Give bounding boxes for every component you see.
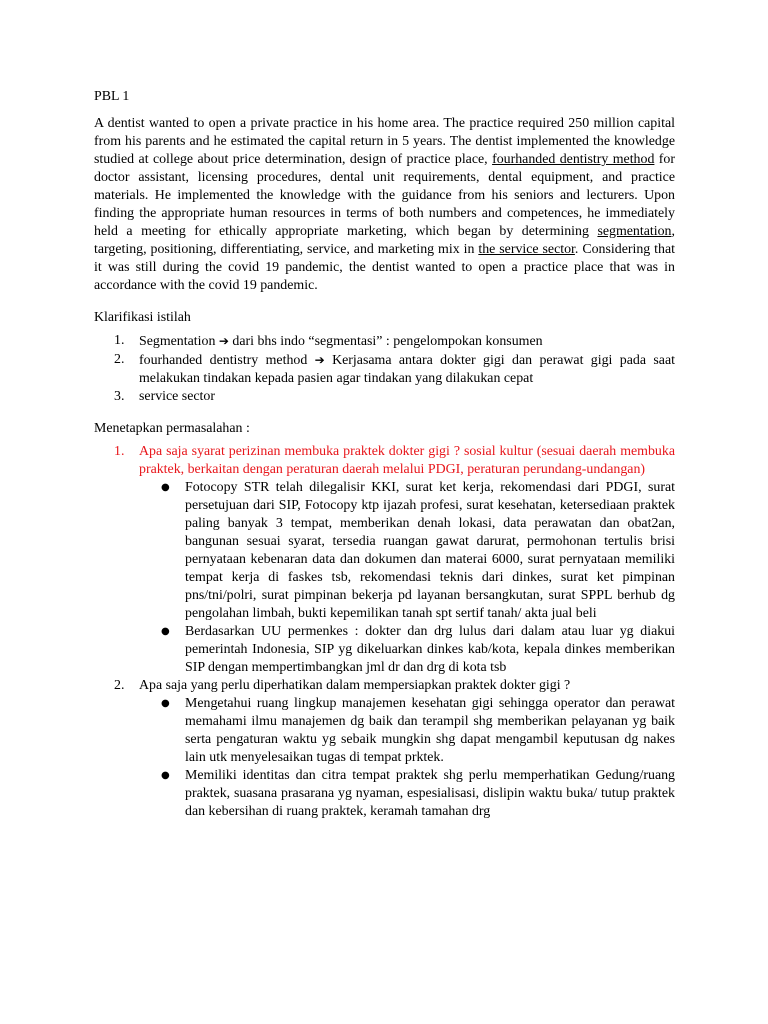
bullet-list xyxy=(139,479,675,677)
question-text: Apa saja yang perlu diperhatikan dalam mempersiapkan praktek dokter gigi ? xyxy=(139,678,571,693)
list-item xyxy=(94,443,675,677)
item-definition: Kerjasama antara dokter gigi dan perawat gigi pada saat melakukan tindakan kepada pasien agar tindakan yang dilakukan cepat xyxy=(139,353,675,386)
page-title: PBL 1 xyxy=(94,89,130,104)
scenario-text-4: . Considering that it was still during the covid 19 pandemic, the dentist wanted to open a practice place that was in accordance with the covid 19 pandemic. xyxy=(94,242,676,293)
list-item xyxy=(94,388,675,406)
item-term: service sector xyxy=(139,389,215,404)
bullet-icon: ● xyxy=(161,626,170,637)
bullet-item xyxy=(139,479,675,623)
term-segmentation: segmentation xyxy=(597,224,672,239)
item-definition: dari bhs indo “segmentasi” : pengelompokan konsumen xyxy=(228,334,543,349)
document-body xyxy=(94,88,675,821)
permasalahan-list xyxy=(94,443,675,821)
bullet-icon: ● xyxy=(161,770,170,781)
list-item xyxy=(94,677,675,821)
bullet-icon: ● xyxy=(161,482,170,493)
item-term: Segmentation xyxy=(139,334,219,349)
bullet-item xyxy=(139,623,675,677)
bullet-text: Fotocopy STR telah dilegalisir KKI, surat ket kerja, rekomendasi dari PDGI, surat persetujuan dari SIP, Fotocopy ktp ijazah profesi, surat kesehatan, ketersediaan praktek paling banyak 3 tempat, memberikan denah lokasi, data perawatan dan obat2an, bangunan sesuai syarat, tersedia ruangan gawat darurat, permohonan tertulis brisi pernyataan kebenaran data dan dokumen dan materai 6000, surat pernyataan memiliki tempat kerja di faskes tsb, rekomendasi teknis dari dinkes, surat ket pimpinan pns/tni/polri, surat pimpinan bekerja pd layanan bersangkutan, surat SPPL berhub dg pengolahan limbah, bukti kepemilikan tanah spt sertif tanah/ akta jual beli xyxy=(185,480,675,621)
list-number: 1. xyxy=(114,333,125,348)
bullet-icon: ● xyxy=(161,698,170,709)
list-number: 3. xyxy=(114,389,125,404)
list-item xyxy=(94,351,675,388)
scenario-text-3: , targeting, positioning, differentiating, service, and marketing mix in xyxy=(94,224,675,257)
bullet-text: Berdasarkan UU permenkes : dokter dan drg lulus dari dalam atau luar yg diakui pemerintah Indonesia, SIP yg dikeluarkan dinkes kab/kota, kepala dinkes memberikan SIP dengan mempertimbangkan jml dr dan drg di kota tsb xyxy=(185,624,675,675)
scenario-text-2: for doctor assistant, licensing procedures, dental unit requirements, dental equipment, and practice materials. He implemented the knowledge with the guidance from his seniors and lecturers. Upon finding the appropriate human resources in terms of both numbers and competences, he immediately held a meeting for ethically appropriate marketing, which began by determining xyxy=(94,152,676,239)
list-number: 1. xyxy=(114,444,125,459)
list-item xyxy=(94,332,675,351)
item-term: fourhanded dentistry method xyxy=(139,353,315,368)
bullet-item xyxy=(139,767,675,821)
scenario-text-1: A dentist wanted to open a private practice in his home area. The practice required 250 million capital from his parents and he estimated the capital return in 5 years. The dentist implemented the knowledge studied at college about price determination, design of practice place, xyxy=(94,116,675,167)
list-number: 2. xyxy=(114,678,125,693)
arrow-icon: ➔ xyxy=(314,353,325,367)
bullet-text: Memiliki identitas dan citra tempat praktek shg perlu memperhatikan Gedung/ruang praktek, suasana prasarana yg nyaman, espesialisasi, dislipin waktu buka/ tutup praktek dan kebersihan di ruang praktek, keramah tamahan drg xyxy=(185,768,675,819)
term-service-sector: the service sector xyxy=(478,242,575,257)
bullet-text: Mengetahui ruang lingkup manajemen kesehatan gigi sehingga operator dan perawat memahami ilmu manajemen dg baik dan terampil shg memberikan pelayanan yg baik serta pengaturan waktu yg sebaik mungkin shg dapat mengambil keputusan dg nakes lain utk menyelesaikan tugas di tempat prktek. xyxy=(185,696,675,765)
bullet-list xyxy=(139,695,675,821)
klarifikasi-heading: Klarifikasi istilah xyxy=(94,310,191,325)
klarifikasi-list xyxy=(94,332,675,406)
scenario-paragraph xyxy=(94,115,675,295)
permasalahan-heading: Menetapkan permasalahan : xyxy=(94,421,250,436)
question-text: Apa saja syarat perizinan membuka praktek dokter gigi ? sosial kultur (sesuai daerah membuka praktek, berkaitan dengan peraturan daerah melalui PDGI, peraturan perundang-undangan) xyxy=(139,444,675,477)
arrow-icon: ➔ xyxy=(218,334,229,348)
list-number: 2. xyxy=(114,352,125,367)
term-fourhanded-dentistry: fourhanded dentistry method xyxy=(492,152,655,167)
bullet-item xyxy=(139,695,675,767)
